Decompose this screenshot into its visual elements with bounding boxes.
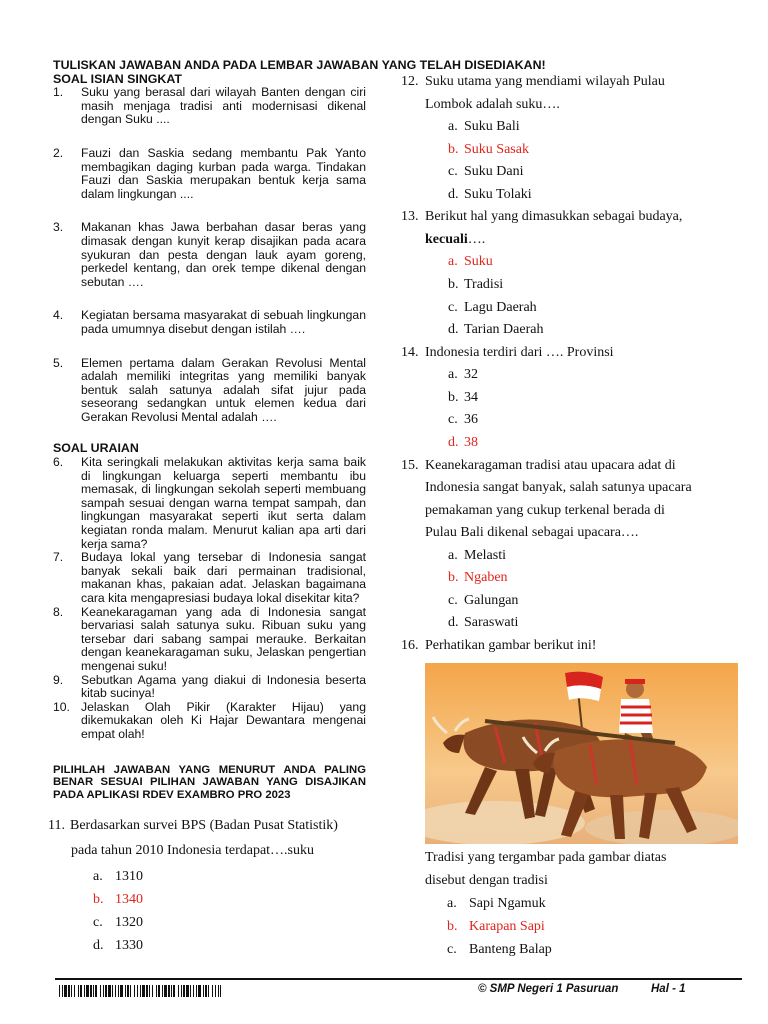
section-multiple-choice-title: PILIHLAH JAWABAN YANG MENURUT ANDA PALING BENAR SESUAI PILIHAN JAWABAN YANG DISAJIKAN PADA APLIKASI RDEV EXAMBRO PRO 2023: [53, 763, 366, 801]
option-12-c: c. Suku Dani: [448, 164, 524, 180]
option-15-d: d. Saraswati: [448, 615, 519, 631]
short-question-4: 4. Kegiatan bersama masyarakat di sebuah lingkungan pada umumnya disebut dengan istilah ….: [53, 308, 366, 336]
essay-question-8: 8. Keanekaragaman yang ada di Indonesia sangat bervariasi salah satunya suku. Ribuan suku yang tersebar dari sabang sampai merauke. Berkaitan dengan keanekaragaman suku, Jelaskan pengertian mengenai suku!: [53, 604, 366, 673]
option-12-a: a. Suku Bali: [448, 119, 520, 134]
question-14-stem: 14. Indonesia terdiri dari …. Provinsi: [401, 344, 614, 360]
question-16-caption: Tradisi yang tergambar pada gambar diatas disebut dengan tradisi a. Sapi Ngamuk b. Karapan Sapi c. Banteng Balap: [425, 846, 745, 961]
option-14-a: a. 32: [448, 367, 478, 383]
question-15-stem: 15. Keanekaragaman tradisi atau upacara adat di Indonesia sangat banyak, salah satunya upacara pemakaman yang cukup terkenal berada di Pulau Bali dikenal sebagai upacara….: [401, 457, 692, 541]
option-11-d: d. 1330: [93, 938, 143, 953]
essay-question-7: 7. Budaya lokal yang tersebar di Indonesia sangat banyak sekali baik dari permainan tradisional, makanan khas, pakaian adat. Jelaskan bagaimana cara kita mengapresiasi budaya lokal disekitar kita?: [53, 550, 366, 605]
short-question-1: 1. Suku yang berasal dari wilayah Banten dengan ciri masih menjaga tradisi anti modernisasi dikenal dengan Suku ....: [53, 85, 366, 127]
option-12-d: d. Suku Tolaki: [448, 186, 532, 202]
option-11-b-correct: b. 1340: [93, 892, 143, 907]
option-13-d: d. Tarian Daerah: [448, 322, 544, 338]
short-question-3: 3. Makanan khas Jawa berbahan dasar beras yang dimasak dengan kunyit kerap disajikan pada acara syukuran dan pesta dengan lauk ayam goreng, perkedel kentang, dan orek tempe dikenal dengan sebutan ….: [53, 220, 366, 289]
question-11-line1: 11. Berdasarkan survei BPS (Badan Pusat Statistik): [48, 818, 338, 833]
option-16-b-correct: b. Karapan Sapi: [447, 919, 545, 934]
right-column: [401, 71, 741, 658]
option-15-a: a. Melasti: [448, 547, 506, 563]
karapan-sapi-illustration: [425, 663, 738, 844]
section-essay-title: SOAL URAIAN: [53, 441, 139, 456]
option-12-b-correct: b. Suku Sasak: [448, 141, 529, 157]
footer-school: © SMP Negeri 1 Pasuruan: [478, 983, 619, 995]
option-11-a: a. 1310: [93, 869, 143, 884]
option-13-c: c. Lagu Daerah: [448, 299, 537, 315]
option-14-c: c. 36: [448, 412, 478, 428]
essay-question-10: 10. Jelaskan Olah Pikir (Karakter Hijau) yang dikemukakan oleh Ki Hajar Dewantara mengenai empat olah!: [53, 699, 366, 741]
option-16-c: c. Banteng Balap: [447, 942, 552, 957]
essay-question-9: 9. Sebutkan Agama yang diakui di Indonesia beserta kitab sucinya!: [53, 672, 366, 701]
footer-divider: [55, 978, 742, 980]
question-13-stem: 13. Berikut hal yang dimasukkan sebagai budaya, kecuali….: [401, 209, 683, 247]
option-13-a-correct: a. Suku: [448, 254, 493, 270]
short-question-5: 5. Elemen pertama dalam Gerakan Revolusi Mental adalah memiliki integritas yang memiliki banyak bentuk salah satunya adalah sifat jujur pada seseorang sedangkan untuk elemen kedua dari Gerakan Revolusi Mental adalah ….: [53, 355, 366, 424]
option-15-b-correct: b. Ngaben: [448, 570, 508, 586]
section-short-answer-title: SOAL ISIAN SINGKAT: [53, 71, 182, 86]
question-11-line2: pada tahun 2010 Indonesia terdapat….suku: [71, 843, 314, 858]
mc-question-11: [48, 813, 378, 957]
option-14-b: b. 34: [448, 389, 478, 405]
option-13-b: b. Tradisi: [448, 276, 504, 292]
essay-question-6: 6. Kita seringkali melakukan aktivitas kerja sama baik di lingkungan keluarga seperti membantu ibu memasak, di lingkungan sekolah seperti membuang sampah sesuai dengan warna tempat sampah, dan lingkungan masyarakat seperti ikut serta dalam kegiatan ronda malam. Menurut kalian apa arti dari kerja sama?: [53, 455, 366, 551]
instruction-heading: TULISKAN JAWABAN ANDA PADA LEMBAR JAWABAN YANG TELAH DISEDIAKAN!: [53, 58, 546, 72]
option-11-c: c. 1320: [93, 915, 143, 930]
footer-page-number: Hal - 1: [651, 983, 686, 995]
short-question-2: 2. Fauzi dan Saskia sedang membantu Pak Yanto membagikan daging kurban pada warga. Tindakan Fauzi dan Saskia merupakan bentuk kerja sama dalam lingkungan ....: [53, 145, 366, 201]
barcode-icon: [59, 985, 221, 997]
option-16-a: a. Sapi Ngamuk: [447, 896, 546, 911]
option-15-c: c. Galungan: [448, 592, 519, 608]
option-14-d-correct: d. 38: [448, 435, 478, 451]
question-12-stem: 12. Suku utama yang mendiami wilayah Pulau Lombok adalah suku….: [401, 74, 665, 112]
question-16-stem: 16. Perhatikan gambar berikut ini!: [401, 638, 597, 653]
